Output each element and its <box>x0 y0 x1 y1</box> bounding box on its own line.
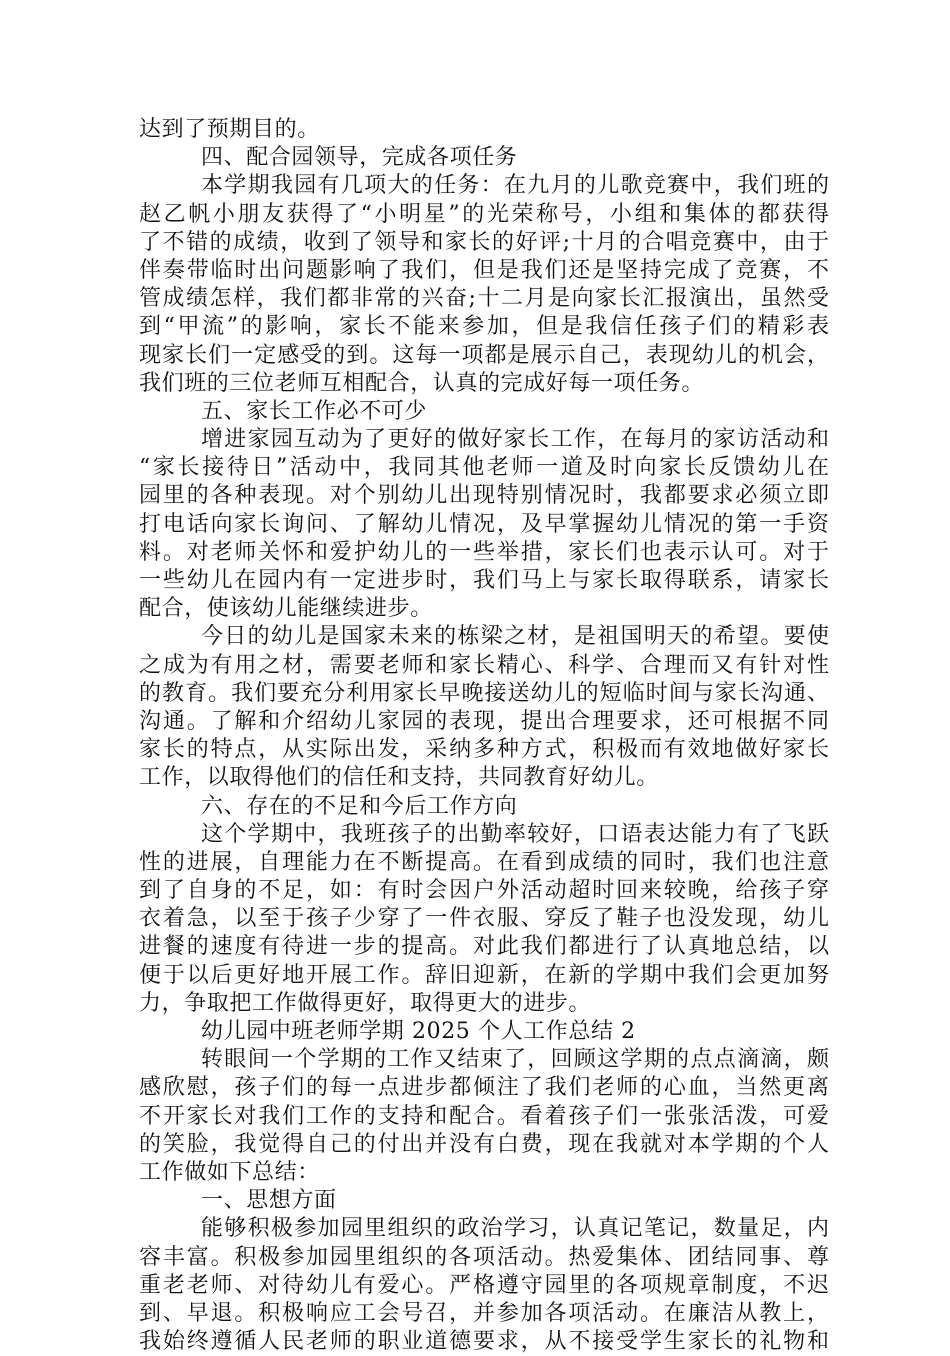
text-line: 管成绩怎样，我们都非常的兴奋;十二月是向家长汇报演出，虽然受 <box>139 286 829 312</box>
text-line: 我始终遵循人民老师的职业道德要求，从不接受学生家长的礼物和 <box>139 1329 829 1355</box>
text-line: 打电话向家长询问、了解幼儿情况，及早掌握幼儿情况的第一手资 <box>139 511 829 537</box>
text-line: 到“甲流”的影响，家长不能来参加，但是我信任孩子们的精彩表 <box>139 314 829 340</box>
text-line: 不开家长对我们工作的支持和配合。看着孩子们一张张活泼，可爱 <box>139 1103 829 1129</box>
text-line: 现家长们一定感受的到。这每一项都是展示自己，表现幼儿的机会， <box>139 342 829 368</box>
text-line: 衣着急，以至于孩子少穿了一件衣服、穿反了鞋子也没发现，幼儿 <box>139 906 829 932</box>
text-line: 的笑脸，我觉得自己的付出并没有白费，现在我就对本学期的个人 <box>139 1131 829 1157</box>
text-line: 了不错的成绩，收到了领导和家长的好评;十月的合唱竞赛中，由于 <box>139 229 829 255</box>
text-line: 六、存在的不足和今后工作方向 <box>201 793 518 819</box>
text-line: 赵乙帆小朋友获得了“小明星”的光荣称号，小组和集体的都获得 <box>139 201 829 227</box>
text-line: 我们班的三位老师互相配合，认真的完成好每一项任务。 <box>139 370 705 396</box>
text-line: 工作，以取得他们的信任和支持，共同教育好幼儿。 <box>139 765 659 791</box>
text-line: 伴奏带临时出问题影响了我们，但是我们还是坚持完成了竞赛，不 <box>139 257 829 283</box>
text-line: 家长的特点，从实际出发，采纳多种方式，积极而有效地做好家长 <box>139 737 829 763</box>
text-line: 之成为有用之材，需要老师和家长精心、科学、合理而又有针对性 <box>139 652 829 678</box>
text-line: 进餐的速度有待进一步的提高。对此我们都进行了认真地总结，以 <box>139 934 829 960</box>
text-line: 工作做如下总结： <box>139 1159 320 1185</box>
text-line: 料。对老师关怀和爱护幼儿的一些举措，家长们也表示认可。对于 <box>139 539 829 565</box>
text-line: 一些幼儿在园内有一定进步时，我们马上与家长取得联系，请家长 <box>139 568 829 593</box>
text-line: 配合，使该幼儿能继续进步。 <box>139 596 433 622</box>
text-line: 增进家园互动为了更好的做好家长工作，在每月的家访活动和 <box>201 427 829 453</box>
text-line: 的教育。我们要充分利用家长早晚接送幼儿的短临时间与家长沟通、 <box>139 680 829 706</box>
text-line: 便于以后更好地开展工作。辞旧迎新，在新的学期中我们会更加努 <box>139 962 829 988</box>
text-line: 容丰富。积极参加园里组织的各项活动。热爱集体、团结同事、尊 <box>139 1244 829 1270</box>
text-line: 力，争取把工作做得更好，取得更大的进步。 <box>139 990 592 1016</box>
text-line: 本学期我园有几项大的任务：在九月的儿歌竞赛中，我们班的 <box>201 173 829 199</box>
text-line: 幼儿园中班老师学期 2025 个人工作总结 2 <box>201 1019 636 1044</box>
text-line: 感欣慰，孩子们的每一点进步都倾注了我们老师的心血，当然更离 <box>139 1075 829 1101</box>
text-line: 转眼间一个学期的工作又结束了，回顾这学期的点点滴滴，颇 <box>201 1047 829 1073</box>
text-line: 沟通。了解和介绍幼儿家园的表现，提出合理要求，还可根据不同 <box>139 708 829 734</box>
text-line: 这个学期中，我班孩子的出勤率较好，口语表达能力有了飞跃 <box>201 821 829 847</box>
text-line: 到了自身的不足，如：有时会因户外活动超时回来较晚，给孩子穿 <box>139 878 829 904</box>
text-line: 四、配合园领导，完成各项任务 <box>201 145 518 171</box>
text-line: 达到了预期目的。 <box>139 117 320 142</box>
text-line: 今日的幼儿是国家未来的栋梁之材，是祖国明天的希望。要使 <box>201 624 829 650</box>
text-line: 到、早退。积极响应工会号召，并参加各项活动。在廉洁从教上， <box>139 1300 829 1326</box>
text-line: 性的进展，自理能力在不断提高。在看到成绩的同时，我们也注意 <box>139 849 829 875</box>
text-line: 重老老师、对待幼儿有爱心。严格遵守园里的各项规章制度，不迟 <box>139 1272 829 1298</box>
text-line: 一、思想方面 <box>201 1188 337 1214</box>
text-line: 能够积极参加园里组织的政治学习，认真记笔记，数量足，内 <box>201 1216 829 1242</box>
text-line: “家长接待日”活动中，我同其他老师一道及时向家长反馈幼儿在 <box>139 455 829 481</box>
text-line: 五、家长工作必不可少 <box>201 398 428 424</box>
text-line: 园里的各种表现。对个别幼儿出现特别情况时，我都要求必须立即 <box>139 483 829 509</box>
document-page <box>139 116 829 1356</box>
